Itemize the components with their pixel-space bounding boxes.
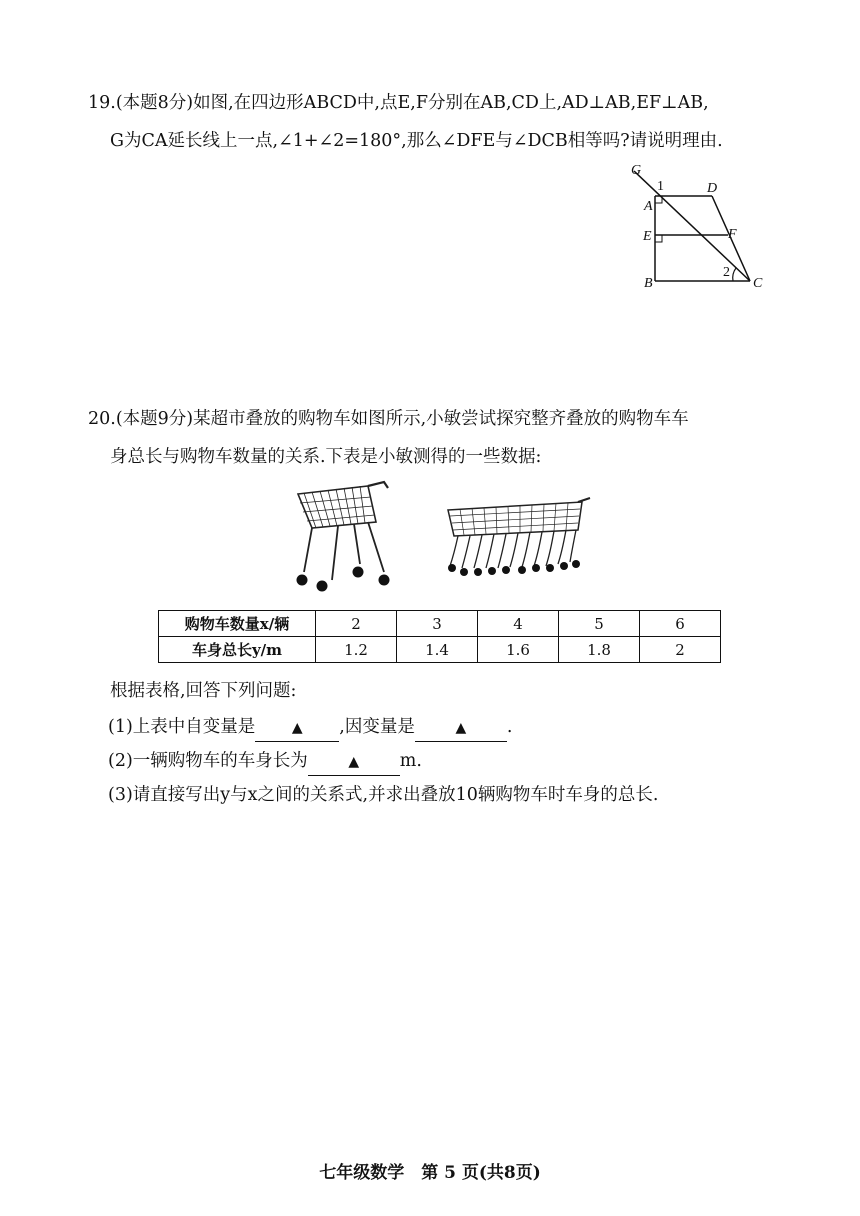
table-row-header: 车身总长y/m [159,637,316,663]
sub2-text-b: m. [399,751,422,771]
table-cell: 1.6 [478,637,559,663]
table-row-header: 购物车数量x/辆 [159,611,316,637]
single-cart-image [292,476,397,592]
answer-blank-dependent-variable[interactable]: ▲ [415,715,507,742]
label-D: D [707,181,718,196]
segment-GC [634,171,750,281]
label-C: C [753,276,763,291]
data-table [158,610,721,663]
table-cell: 1.8 [559,637,640,663]
quadrilateral-figure [620,160,780,295]
table-cell: 5 [559,611,640,637]
q20-line1: 20.(本题9分)某超市叠放的购物车如图所示,小敏尝试探究整齐叠放的购物车车 [88,409,689,429]
label-A: A [644,199,653,214]
table-cell: 1.4 [397,637,478,663]
table-cell: 4 [478,611,559,637]
label-angle-1: 1 [657,179,664,194]
angle-2-arc [733,268,736,281]
q20-sub1 [108,714,512,742]
label-F: F [728,227,737,242]
sub1-text-b: ,因变量是 [339,717,415,737]
q20-sub3: (3)请直接写出y与x之间的关系式,并求出叠放10辆购物车时车身的总长. [108,785,659,805]
q20-sub2 [108,748,422,776]
sub1-text-c: . [506,717,513,737]
page-footer: 七年级数学 第 5 页(共8页) [319,1163,541,1183]
sub1-text-a: (1)上表中自变量是 [108,717,256,737]
right-angle-mark-E [655,235,662,242]
table-row [159,611,721,637]
answer-blank-cart-length[interactable]: ▲ [308,749,400,776]
table-cell: 2 [316,611,397,637]
table-cell: 2 [640,637,721,663]
table-row [159,637,721,663]
label-G: G [631,163,642,178]
table-cell: 3 [397,611,478,637]
q19-line1: 19.(本题8分)如图,在四边形ABCD中,点E,F分别在AB,CD上,AD⊥AB,EF⊥AB, [88,93,709,113]
q19-line2: G为CA延长线上一点,∠1+∠2=180°,那么∠DFE与∠DCB相等吗?请说明理由. [110,131,723,151]
table-cell: 6 [640,611,721,637]
label-B: B [644,276,653,291]
stacked-carts-image [444,496,594,578]
table-cell: 1.2 [316,637,397,663]
q20-prompt: 根据表格,回答下列问题: [110,681,297,701]
label-angle-2: 2 [723,265,730,280]
sub2-text-a: (2)一辆购物车的车身长为 [108,751,308,771]
answer-blank-independent-variable[interactable]: ▲ [255,715,339,742]
label-E: E [643,229,652,244]
q20-line2: 身总长与购物车数量的关系.下表是小敏测得的一些数据: [110,447,542,467]
